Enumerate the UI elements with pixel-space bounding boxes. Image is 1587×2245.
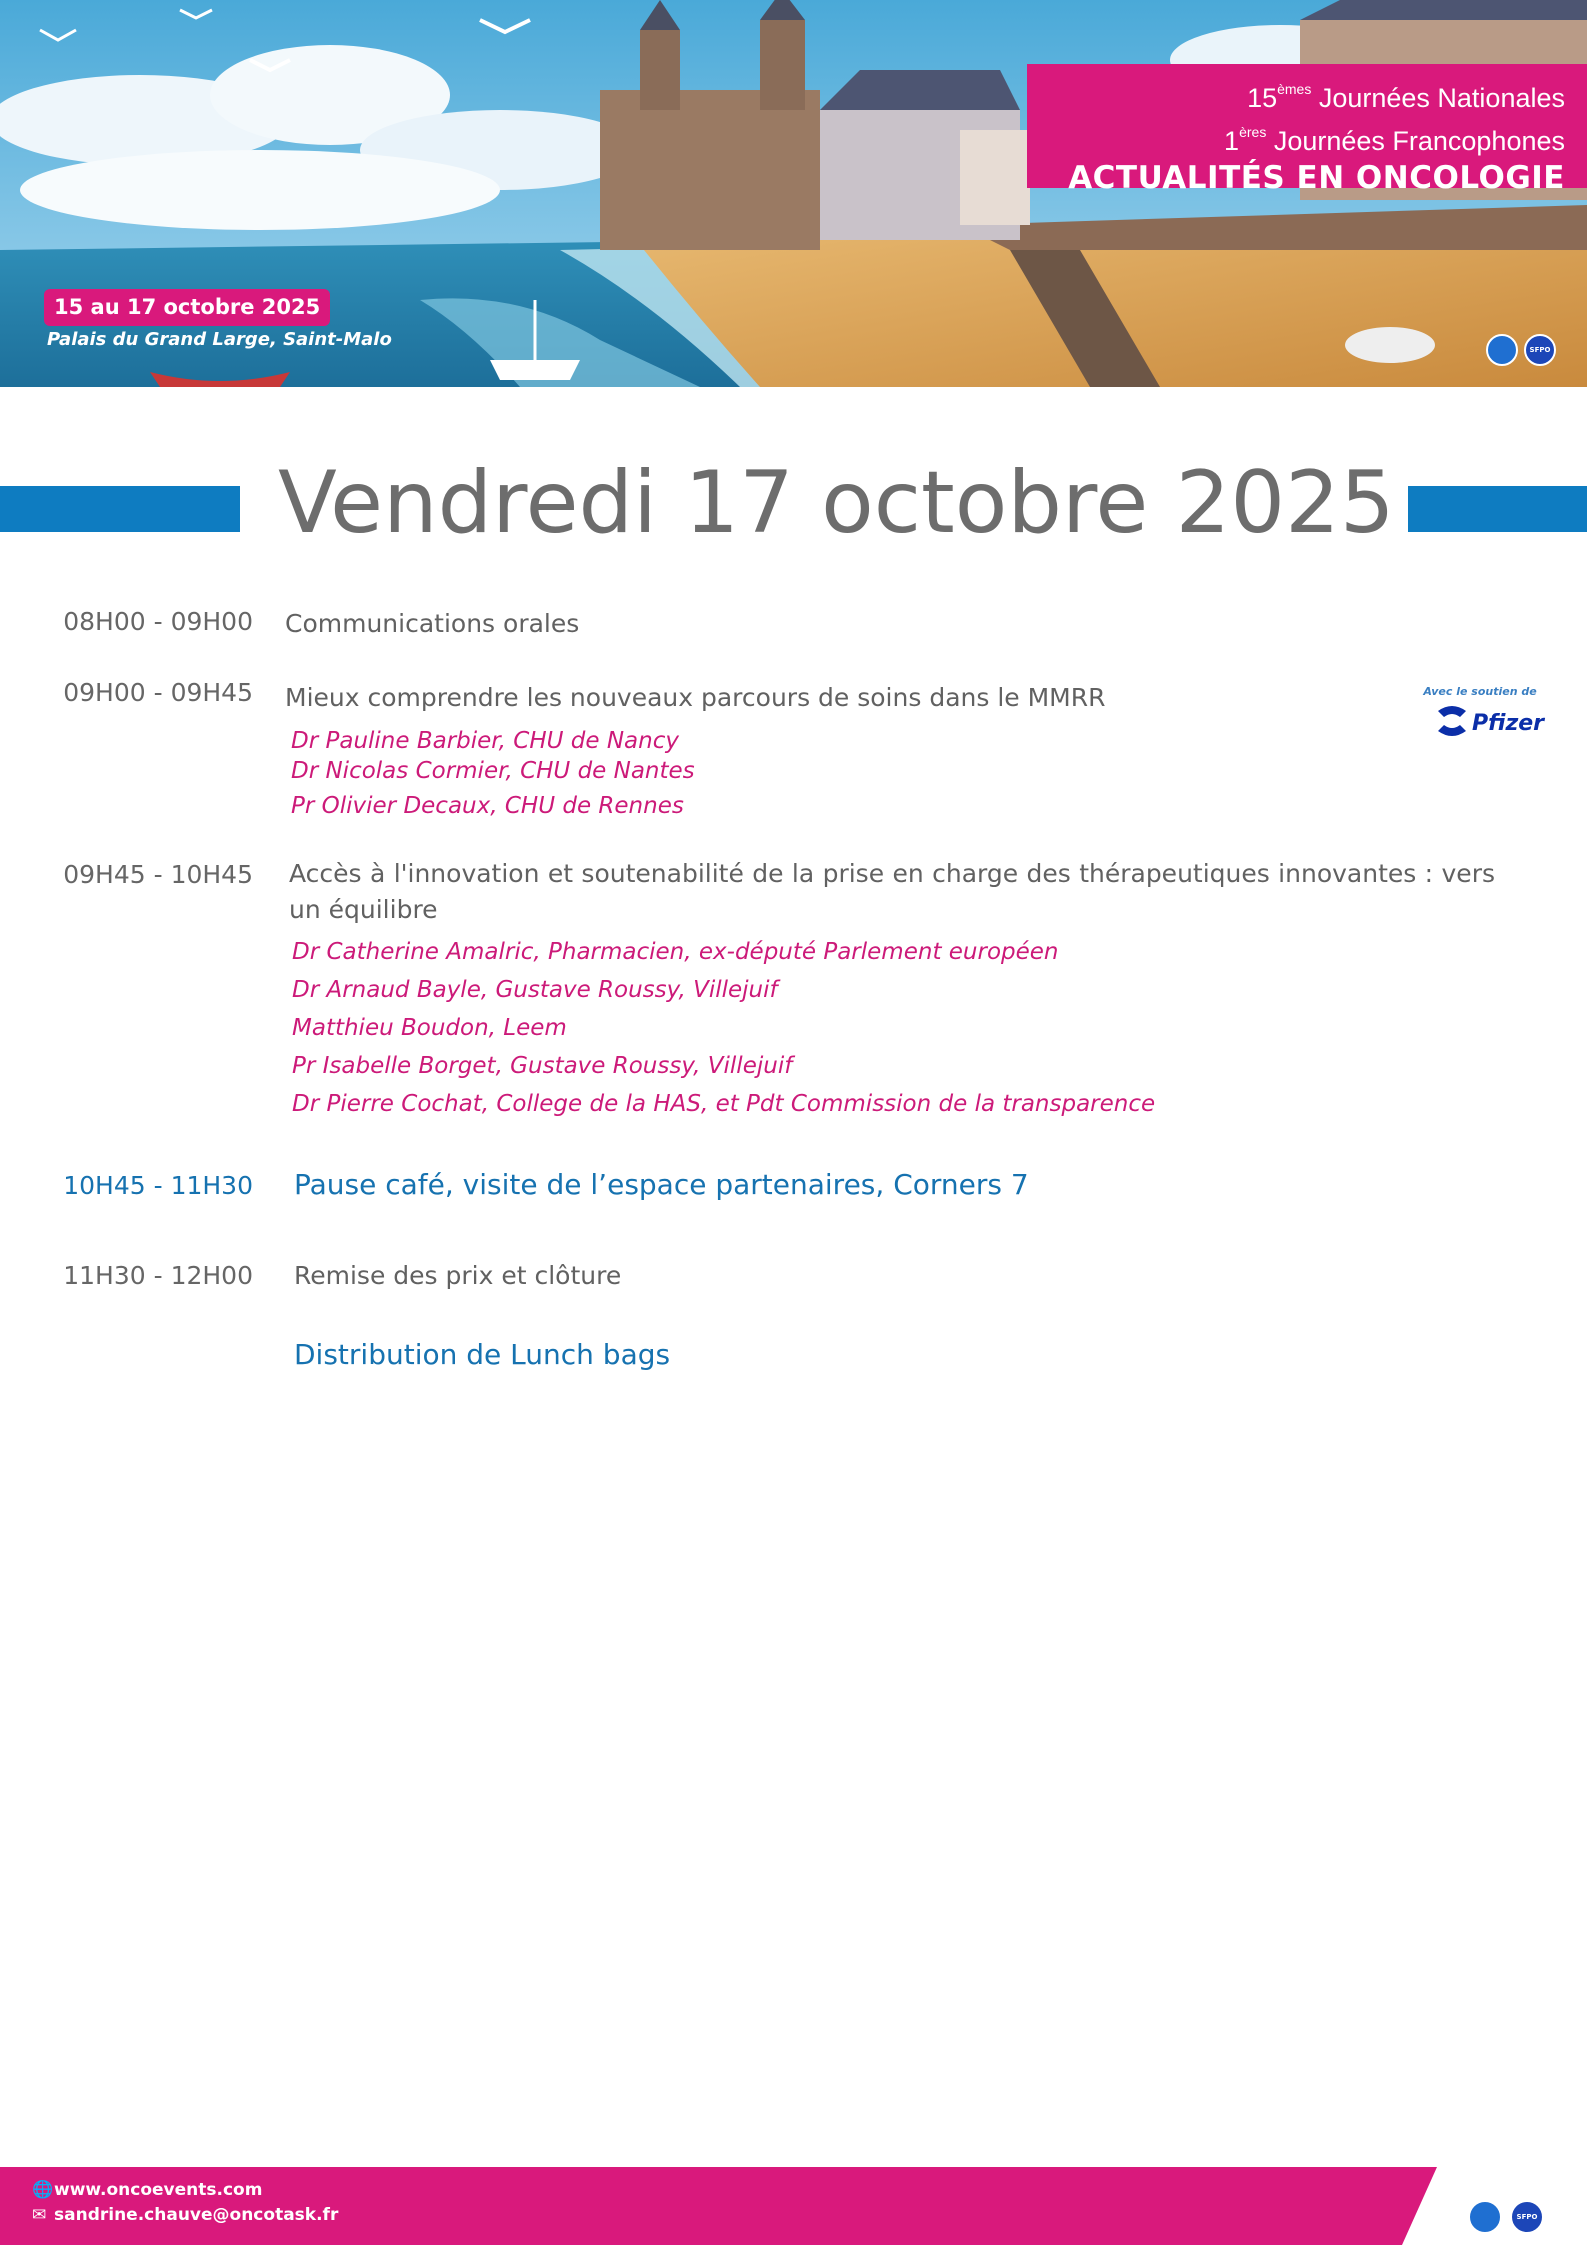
sfpo-badge: SFPO [1524, 334, 1556, 366]
congress-venue: Palais du Grand Large, Saint-Malo [47, 329, 392, 350]
session-title: Remise des prix et clôture [294, 1261, 622, 1290]
sfpo-badge: SFPO [1510, 2200, 1544, 2234]
congress-line-2: 1ères Journées Francophones [1224, 124, 1565, 156]
partner-badge-icon [1468, 2200, 1502, 2234]
title-bar-right [1408, 486, 1587, 532]
header-partner-badges [1478, 310, 1568, 366]
footer-email[interactable]: ✉ sandrine.chauve@oncotask.fr [32, 2205, 339, 2225]
speaker: Dr Catherine Amalric, Pharmacien, ex-député Parlement européen [292, 939, 1059, 965]
session-title: Communications orales [285, 609, 580, 638]
congress-name: ACTUALITÉS EN ONCOLOGIE [1068, 160, 1565, 196]
session-title: Pause café, visite de l’espace partenaires, Corners 7 [294, 1168, 1029, 1201]
globe-icon: 🌐 [32, 2180, 54, 2200]
session-time: 08H00 - 09H00 [63, 607, 253, 636]
speaker: Dr Nicolas Cormier, CHU de Nantes [291, 758, 695, 784]
footer-website[interactable]: 🌐www.oncoevents.com [32, 2180, 263, 2200]
sponsor-block [1420, 685, 1545, 745]
congress-line-1: 15èmes Journées Nationales [1247, 81, 1565, 113]
header-banner [0, 0, 1587, 387]
partner-badge-icon [1486, 334, 1518, 366]
pfizer-logo-icon [1434, 703, 1470, 739]
speaker: Dr Pauline Barbier, CHU de Nancy [291, 728, 679, 754]
day-title: Vendredi 17 octobre 2025 [278, 453, 1395, 553]
session-title: Mieux comprendre les nouveaux parcours de soins dans le MMRR [285, 683, 1106, 712]
speaker: Matthieu Boudon, Leem [292, 1015, 567, 1041]
session-title: Accès à l'innovation et soutenabilité de la prise en charge des thérapeutiques innovantes : vers un équilibre [289, 859, 1495, 924]
congress-title-box [1027, 64, 1587, 196]
speaker: Dr Pierre Cochat, College de la HAS, et Pdt Commission de la transparence [292, 1091, 1156, 1117]
speaker: Pr Isabelle Borget, Gustave Roussy, Villejuif [292, 1053, 793, 1079]
speaker: Pr Olivier Decaux, CHU de Rennes [291, 793, 684, 819]
mail-icon: ✉ [32, 2205, 47, 2225]
session-time: 09H45 - 10H45 [63, 860, 253, 889]
speaker: Dr Arnaud Bayle, Gustave Roussy, Villejuif [292, 977, 778, 1003]
session-time: 10H45 - 11H30 [63, 1171, 253, 1200]
footer-partner-badges [1462, 2176, 1562, 2238]
sponsor-caption: Avec le soutien de [1423, 685, 1537, 698]
session-time: 11H30 - 12H00 [63, 1261, 253, 1290]
session-time: 09H00 - 09H45 [63, 678, 253, 707]
title-bar-left [0, 486, 240, 532]
sponsor-name: Pfizer [1472, 711, 1545, 736]
congress-dates: 15 au 17 octobre 2025 [44, 289, 330, 326]
session-title: Distribution de Lunch bags [294, 1338, 671, 1371]
